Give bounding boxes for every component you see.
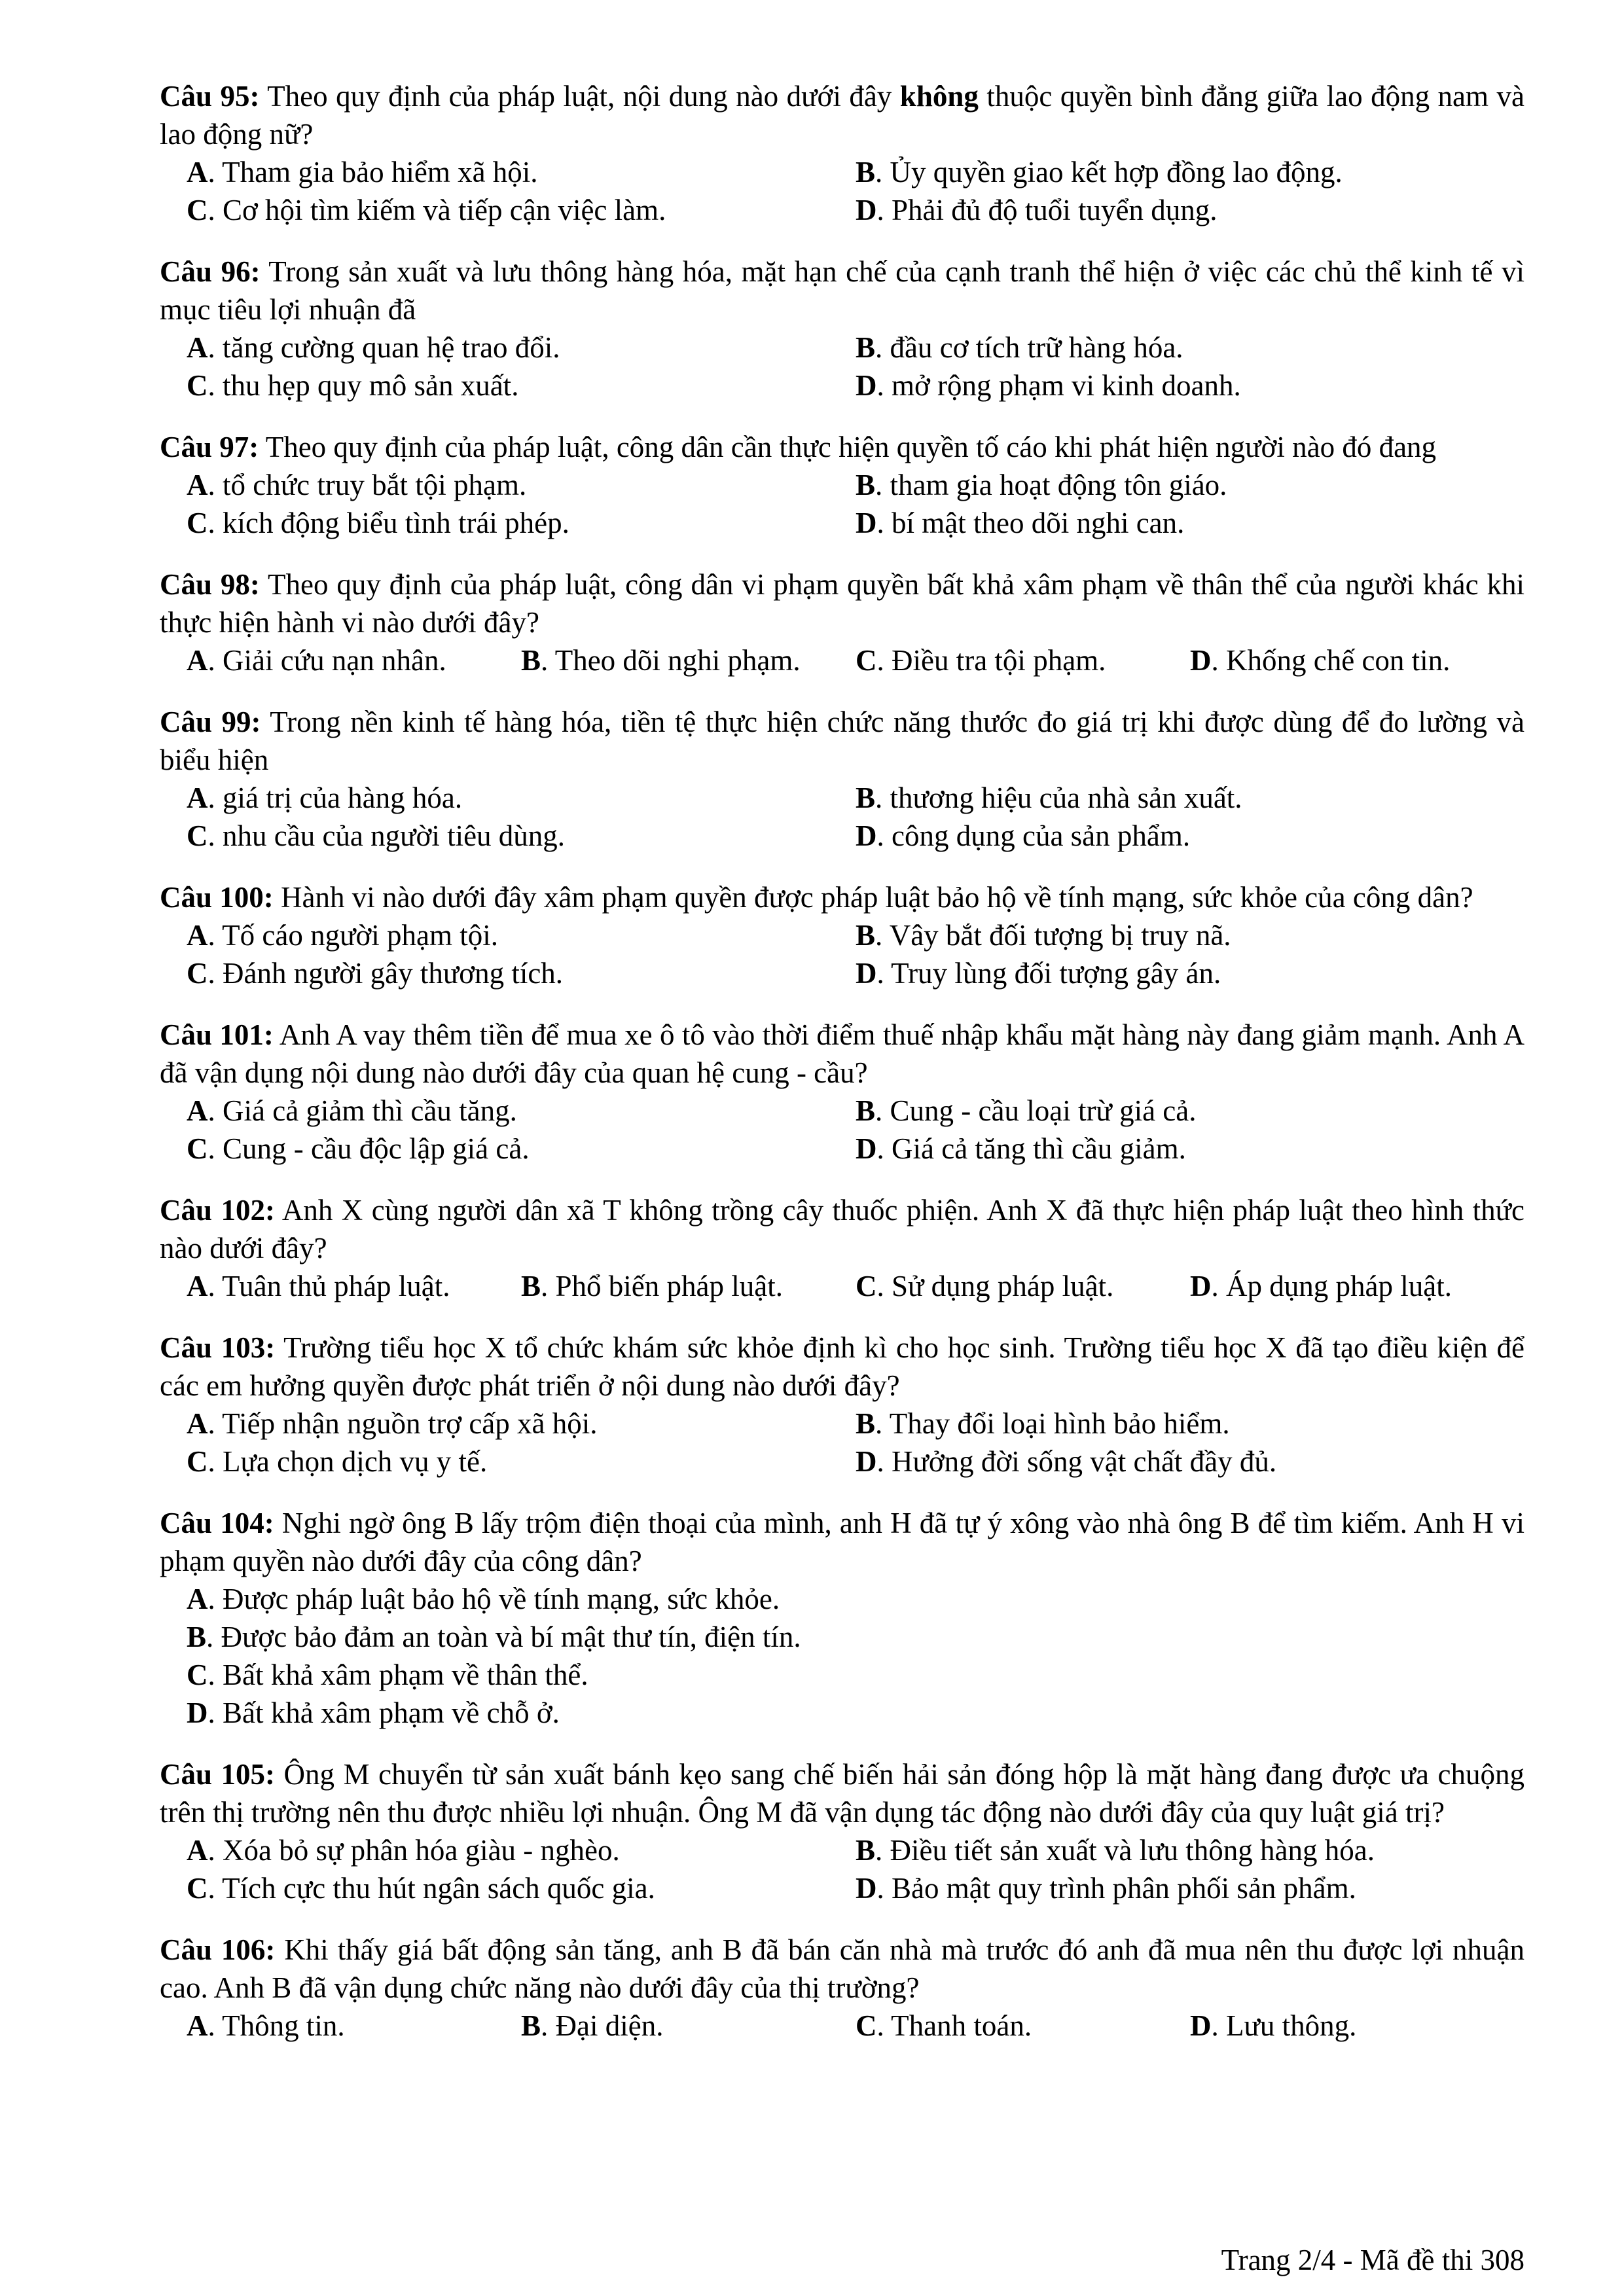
options-column: [187, 1580, 1525, 1732]
option-letter: C: [187, 957, 208, 990]
question-stem: [160, 565, 1525, 641]
question-block: [160, 77, 1525, 229]
answer-options: [160, 2007, 1525, 2045]
option-text: . Thanh toán.: [876, 2009, 1032, 2042]
options-row: [187, 1092, 1525, 1130]
question-number: Câu 96:: [160, 255, 261, 288]
answer-option-c: [187, 954, 856, 992]
question-stem: [160, 77, 1525, 153]
question-text: Theo quy định của pháp luật, công dân cần thực hiện quyền tố cáo khi phát hiện người nào đó đang: [259, 431, 1437, 463]
question-number: Câu 102:: [160, 1194, 275, 1227]
options-row: [187, 153, 1525, 191]
option-letter: B: [521, 1270, 541, 1302]
option-text: . Tiếp nhận nguồn trợ cấp xã hội.: [208, 1407, 598, 1440]
answer-option-b: [856, 1831, 1525, 1869]
answer-option-b: [856, 153, 1525, 191]
question-block: [160, 878, 1525, 992]
question-text: Theo quy định của pháp luật, nội dung nào dưới đây: [259, 80, 900, 113]
option-text: . Truy lùng đối tượng gây án.: [876, 957, 1221, 990]
answer-option-d: [856, 1130, 1525, 1168]
answer-option-a: [187, 1092, 856, 1130]
answer-option-c: [187, 504, 856, 542]
question-block: [160, 1931, 1525, 2045]
question-number: Câu 101:: [160, 1018, 274, 1051]
question-text: Trường tiểu học X tổ chức khám sức khỏe định kì cho học sinh. Trường tiểu học X đã tạo điều kiện để các em hưởng quyền được phát triển ở nội dung nào dưới đây?: [160, 1331, 1525, 1402]
option-letter: B: [521, 644, 541, 677]
answer-option-d: [856, 817, 1525, 855]
answer-option-d: [856, 191, 1525, 229]
answer-option-a: [187, 916, 856, 954]
option-text: . công dụng của sản phẩm.: [876, 819, 1191, 852]
question-block: [160, 1016, 1525, 1168]
answer-option-b: [187, 1618, 1525, 1656]
option-text: . Thông tin.: [208, 2009, 345, 2042]
option-letter: D: [856, 1872, 877, 1905]
answer-option-d: [856, 367, 1525, 404]
option-letter: C: [187, 1872, 208, 1905]
option-letter: A: [187, 2009, 208, 2042]
option-letter: B: [187, 1621, 207, 1653]
question-stem: [160, 1329, 1525, 1405]
answer-option-a: [187, 1405, 856, 1443]
answer-option-a: [187, 1831, 856, 1869]
answer-option-d: [856, 504, 1525, 542]
answer-options: [160, 153, 1525, 229]
option-letter: D: [187, 1696, 208, 1729]
options-row: [187, 1831, 1525, 1869]
option-text: . Bất khả xâm phạm về chỗ ở.: [208, 1696, 560, 1729]
option-letter: C: [187, 369, 208, 402]
answer-options: [160, 329, 1525, 404]
answer-options: [160, 466, 1525, 542]
option-text: . Tuân thủ pháp luật.: [208, 1270, 450, 1302]
option-letter: D: [856, 194, 877, 226]
answer-option-d: [856, 1443, 1525, 1480]
option-text: . Điều tra tội phạm.: [876, 644, 1106, 677]
option-text: . Theo dõi nghi phạm.: [541, 644, 801, 677]
option-letter: C: [856, 1270, 877, 1302]
option-letter: D: [1190, 644, 1212, 677]
page-footer: Trang 2/4 - Mã đề thi 308: [1221, 2244, 1525, 2276]
answer-option-c: [856, 1267, 1190, 1305]
question-text: Theo quy định của pháp luật, công dân vi phạm quyền bất khả xâm phạm về thân thể của người khác khi thực hiện hành vi nào dưới đây?: [160, 568, 1525, 639]
option-text: . Giá cả tăng thì cầu giảm.: [876, 1132, 1186, 1165]
option-text: . Áp dụng pháp luật.: [1211, 1270, 1452, 1302]
answer-option-d: [856, 954, 1525, 992]
question-text: Anh A vay thêm tiền để mua xe ô tô vào thời điểm thuế nhập khẩu mặt hàng này đang giảm mạnh. Anh A đã vận dụng nội dung nào dưới đây của quan hệ cung - cầu?: [160, 1018, 1525, 1089]
options-row: [187, 1869, 1525, 1907]
option-text: . Bất khả xâm phạm về thân thể.: [208, 1659, 588, 1691]
option-letter: A: [187, 156, 208, 188]
option-text: . tăng cường quan hệ trao đổi.: [208, 331, 560, 364]
question-stem: [160, 1504, 1525, 1580]
option-text: . Xóa bỏ sự phân hóa giàu - nghèo.: [208, 1834, 620, 1867]
answer-option-d: [1190, 1267, 1525, 1305]
option-letter: C: [856, 2009, 877, 2042]
question-text: Ông M chuyển từ sản xuất bánh kẹo sang chế biến hải sản đóng hộp là mặt hàng đang được ưa chuộng trên thị trường nên thu được nhiều lợi nhuận. Ông M đã vận dụng tác động nào dưới đây của quy luật giá trị?: [160, 1758, 1525, 1829]
question-stem: [160, 253, 1525, 329]
option-letter: C: [187, 1659, 208, 1691]
options-row: [187, 779, 1525, 817]
option-text: . Phải đủ độ tuổi tuyển dụng.: [876, 194, 1218, 226]
option-text: . Lưu thông.: [1211, 2009, 1357, 2042]
question-number: Câu 104:: [160, 1507, 274, 1539]
option-letter: A: [187, 781, 208, 814]
answer-option-a: [187, 153, 856, 191]
answer-option-b: [856, 329, 1525, 367]
answer-options: [160, 1831, 1525, 1907]
option-letter: D: [856, 507, 877, 539]
question-number: Câu 97:: [160, 431, 259, 463]
option-letter: D: [856, 369, 877, 402]
option-text: . Tích cực thu hút ngân sách quốc gia.: [208, 1872, 655, 1905]
option-text: . Cung - cầu loại trừ giá cả.: [875, 1094, 1197, 1127]
option-text: . Cơ hội tìm kiếm và tiếp cận việc làm.: [208, 194, 666, 226]
option-text: . Giải cứu nạn nhân.: [208, 644, 446, 677]
option-text: . thu hẹp quy mô sản xuất.: [208, 369, 519, 402]
option-text: . Lựa chọn dịch vụ y tế.: [208, 1445, 488, 1478]
option-text: . đầu cơ tích trữ hàng hóa.: [875, 331, 1183, 364]
answer-option-c: [187, 1656, 1525, 1694]
option-letter: B: [856, 469, 876, 501]
answer-option-a: [187, 641, 521, 679]
question-stem: [160, 1016, 1525, 1092]
question-text: Khi thấy giá bất động sản tăng, anh B đã bán căn nhà mà trước đó anh đã mua nên thu được lợi nhuận cao. Anh B đã vận dụng chức năng nào dưới đây của thị trường?: [160, 1933, 1525, 2004]
option-letter: B: [856, 1407, 876, 1440]
question-block: [160, 1755, 1525, 1907]
option-text: . Thay đổi loại hình bảo hiểm.: [875, 1407, 1230, 1440]
option-text: . Sử dụng pháp luật.: [876, 1270, 1114, 1302]
answer-option-a: [187, 1580, 1525, 1618]
question-number: Câu 106:: [160, 1933, 276, 1966]
option-letter: C: [856, 644, 877, 677]
question-number: Câu 103:: [160, 1331, 276, 1364]
option-letter: A: [187, 1407, 208, 1440]
answer-option-a: [187, 329, 856, 367]
option-letter: D: [1190, 1270, 1212, 1302]
question-number: Câu 105:: [160, 1758, 276, 1791]
option-text: . kích động biểu tình trái phép.: [208, 507, 569, 539]
question-block: [160, 253, 1525, 404]
option-text: . Cung - cầu độc lập giá cả.: [208, 1132, 530, 1165]
answer-option-c: [856, 2007, 1190, 2045]
option-letter: A: [187, 1270, 208, 1302]
answer-options: [160, 641, 1525, 679]
question-emphasis: không: [899, 80, 979, 113]
option-text: . Được pháp luật bảo hộ về tính mạng, sức khỏe.: [208, 1583, 780, 1615]
question-text: Trong nền kinh tế hàng hóa, tiền tệ thực hiện chức năng thước đo giá trị khi được dùng để đo lường và biểu hiện: [160, 706, 1525, 776]
question-stem: [160, 1931, 1525, 2007]
question-text: Anh X cùng người dân xã T không trồng cây thuốc phiện. Anh X đã thực hiện pháp luật theo hình thức nào dưới đây?: [160, 1194, 1525, 1265]
answer-option-c: [187, 191, 856, 229]
option-text: . tổ chức truy bắt tội phạm.: [208, 469, 527, 501]
answer-options: [160, 916, 1525, 992]
question-number: Câu 99:: [160, 706, 261, 738]
option-text: . Giá cả giảm thì cầu tăng.: [208, 1094, 517, 1127]
options-row: [187, 329, 1525, 367]
answer-option-c: [187, 367, 856, 404]
option-letter: B: [856, 919, 876, 952]
options-row: [187, 466, 1525, 504]
question-text-cont: thuộc quyền bình đẳng giữa lao động nam và lao động nữ?: [160, 80, 1525, 151]
question-number: Câu 100:: [160, 881, 274, 914]
option-letter: C: [187, 1132, 208, 1165]
option-text: . Đánh người gây thương tích.: [208, 957, 564, 990]
option-text: . Đại diện.: [541, 2009, 664, 2042]
answer-option-c: [187, 1130, 856, 1168]
question-text: Trong sản xuất và lưu thông hàng hóa, mặt hạn chế của cạnh tranh thể hiện ở việc các chủ thể kinh tế vì mục tiêu lợi nhuận đã: [160, 255, 1525, 326]
option-text: . giá trị của hàng hóa.: [208, 781, 463, 814]
options-row: [187, 504, 1525, 542]
options-row: [187, 641, 1525, 679]
option-text: . Tham gia bảo hiểm xã hội.: [208, 156, 538, 188]
answer-options: [160, 1405, 1525, 1480]
option-text: . Bảo mật quy trình phân phối sản phẩm.: [876, 1872, 1356, 1905]
option-text: . Phổ biến pháp luật.: [541, 1270, 783, 1302]
answer-option-b: [856, 916, 1525, 954]
options-row: [187, 1267, 1525, 1305]
option-text: . Vây bắt đối tượng bị truy nã.: [875, 919, 1231, 952]
option-letter: D: [856, 819, 877, 852]
answer-option-b: [856, 779, 1525, 817]
option-letter: B: [856, 1094, 876, 1127]
answer-option-b: [521, 1267, 856, 1305]
question-number: Câu 95:: [160, 80, 260, 113]
question-block: [160, 703, 1525, 855]
answer-option-b: [521, 641, 856, 679]
answer-option-c: [187, 1443, 856, 1480]
answer-option-d: [1190, 2007, 1525, 2045]
answer-option-a: [187, 1267, 521, 1305]
option-text: . mở rộng phạm vi kinh doanh.: [876, 369, 1241, 402]
option-letter: B: [856, 1834, 876, 1867]
option-letter: C: [187, 819, 208, 852]
options-row: [187, 817, 1525, 855]
question-stem: [160, 1191, 1525, 1267]
question-text: Hành vi nào dưới đây xâm phạm quyền được pháp luật bảo hộ về tính mạng, sức khỏe của công dân?: [273, 881, 1473, 914]
answer-option-d: [1190, 641, 1525, 679]
answer-option-c: [856, 641, 1190, 679]
options-row: [187, 367, 1525, 404]
question-block: [160, 1504, 1525, 1732]
answer-option-a: [187, 2007, 521, 2045]
options-row: [187, 954, 1525, 992]
options-row: [187, 916, 1525, 954]
answer-option-b: [856, 1092, 1525, 1130]
question-stem: [160, 1755, 1525, 1831]
option-text: . Được bảo đảm an toàn và bí mật thư tín, điện tín.: [206, 1621, 801, 1653]
option-letter: D: [1190, 2009, 1212, 2042]
option-letter: B: [521, 2009, 541, 2042]
options-row: [187, 1130, 1525, 1168]
answer-option-a: [187, 779, 856, 817]
option-text: . Hưởng đời sống vật chất đầy đủ.: [876, 1445, 1277, 1478]
answer-option-c: [187, 1869, 856, 1907]
option-letter: A: [187, 644, 208, 677]
options-row: [187, 191, 1525, 229]
option-letter: C: [187, 194, 208, 226]
question-number: Câu 98:: [160, 568, 260, 601]
answer-options: [160, 1580, 1525, 1732]
question-stem: [160, 878, 1525, 916]
option-text: . Ủy quyền giao kết hợp đồng lao động.: [875, 156, 1343, 188]
answer-options: [160, 779, 1525, 855]
answer-option-a: [187, 466, 856, 504]
answer-option-b: [856, 466, 1525, 504]
option-text: . Điều tiết sản xuất và lưu thông hàng hóa.: [875, 1834, 1375, 1867]
option-letter: B: [856, 156, 876, 188]
question-stem: [160, 428, 1525, 466]
answer-option-d: [856, 1869, 1525, 1907]
answer-option-b: [521, 2007, 856, 2045]
options-row: [187, 1405, 1525, 1443]
option-letter: A: [187, 1583, 208, 1615]
question-text: Nghi ngờ ông B lấy trộm điện thoại của mình, anh H đã tự ý xông vào nhà ông B để tìm kiếm. Anh H vi phạm quyền nào dưới đây của công dân?: [160, 1507, 1525, 1577]
options-row: [187, 1443, 1525, 1480]
option-letter: B: [856, 781, 876, 814]
option-text: . Tố cáo người phạm tội.: [208, 919, 499, 952]
option-text: . nhu cầu của người tiêu dùng.: [208, 819, 566, 852]
question-block: [160, 565, 1525, 679]
option-letter: D: [856, 1132, 877, 1165]
option-letter: C: [187, 1445, 208, 1478]
option-letter: D: [856, 957, 877, 990]
option-text: . thương hiệu của nhà sản xuất.: [875, 781, 1242, 814]
option-letter: A: [187, 469, 208, 501]
answer-option-b: [856, 1405, 1525, 1443]
option-letter: A: [187, 919, 208, 952]
question-block: [160, 428, 1525, 542]
option-letter: C: [187, 507, 208, 539]
option-letter: A: [187, 1834, 208, 1867]
answer-options: [160, 1092, 1525, 1168]
exam-page: [160, 77, 1525, 2068]
answer-options: [160, 1267, 1525, 1305]
question-stem: [160, 703, 1525, 779]
answer-option-c: [187, 817, 856, 855]
question-block: [160, 1191, 1525, 1305]
option-text: . Khống chế con tin.: [1211, 644, 1451, 677]
option-letter: A: [187, 1094, 208, 1127]
option-letter: A: [187, 331, 208, 364]
answer-option-d: [187, 1694, 1525, 1732]
options-row: [187, 2007, 1525, 2045]
option-letter: B: [856, 331, 876, 364]
option-letter: D: [856, 1445, 877, 1478]
option-text: . bí mật theo dõi nghi can.: [876, 507, 1185, 539]
option-text: . tham gia hoạt động tôn giáo.: [875, 469, 1227, 501]
question-block: [160, 1329, 1525, 1480]
